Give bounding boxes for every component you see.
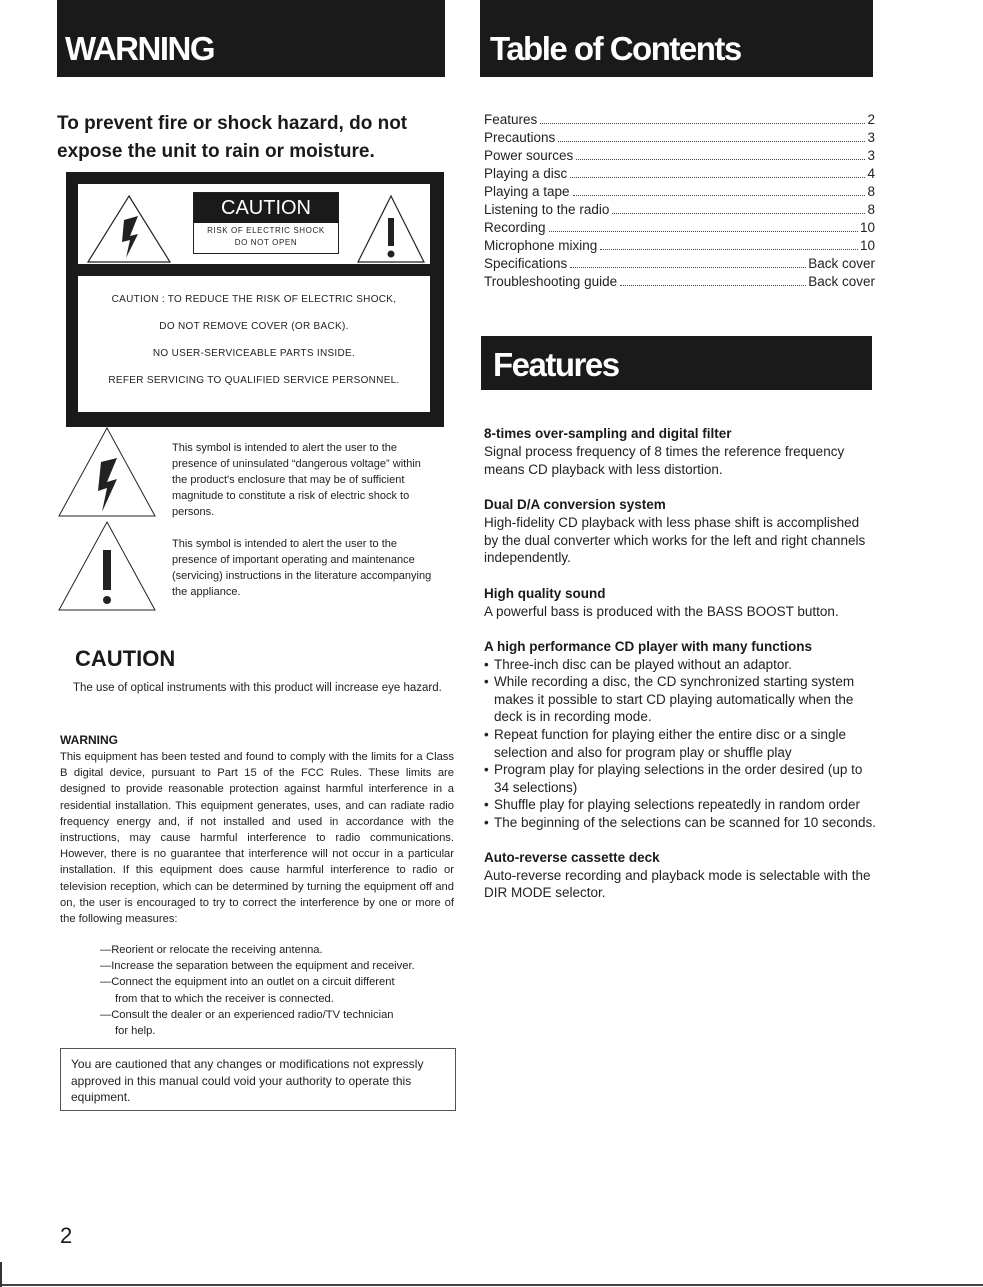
- exclamation-triangle-icon: [57, 520, 157, 612]
- toc-row[interactable]: [484, 111, 875, 129]
- toc-row[interactable]: [484, 183, 875, 201]
- toc-row[interactable]: [484, 255, 875, 273]
- toc-label: Features: [484, 112, 538, 127]
- caution-line-1: CAUTION : TO REDUCE THE RISK OF ELECTRIC SHOCK,: [111, 294, 397, 305]
- fcc-warning-title: WARNING: [60, 733, 118, 747]
- toc-label: Playing a disc: [484, 166, 568, 181]
- feature-title: 8-times over-sampling and digital filter: [484, 426, 732, 441]
- hazard-line-2: expose the unit to rain or moisture.: [57, 141, 375, 162]
- caution-label-box: [66, 172, 444, 427]
- symbol-lightning-description: This symbol is intended to alert the user to the presence of uninsulated “dangerous voltage” within the product's enclosure that may be of sufficient magnitude to constitute a risk of electric shock to persons.: [172, 442, 421, 518]
- caution-text-panel: [78, 276, 430, 412]
- feature-bullet: • While recording a disc, the CD synchronized starting system makes it possible to start CD playing automatically when the deck is in recording mode.: [484, 673, 876, 726]
- feature-bullet: • Repeat function for playing either the entire disc or a single selection and also for program play or shuffle play: [484, 726, 876, 761]
- caution-label-sub-1: RISK OF ELECTRIC SHOCK: [194, 225, 338, 237]
- toc-label: Recording: [484, 220, 546, 235]
- toc-page: 3: [867, 130, 875, 145]
- measure-item: from that to which the receiver is connected.: [115, 992, 334, 1005]
- toc-page: 10: [859, 220, 875, 235]
- table-of-contents: [484, 111, 875, 291]
- toc-page: 3: [867, 148, 875, 163]
- feature-text: Signal process frequency of 8 times the reference frequency means CD playback with less distortion.: [484, 444, 845, 477]
- caution-label-title: CAUTION: [194, 193, 338, 223]
- feature-bullet: • Shuffle play for playing selections repeatedly in random order: [484, 796, 876, 814]
- toc-label: Power sources: [484, 148, 574, 163]
- toc-leader: [570, 267, 806, 268]
- toc-leader: [540, 123, 865, 124]
- lightning-triangle-icon: [86, 194, 172, 264]
- toc-leader: [612, 213, 865, 214]
- page-left-edge-mark: [0, 1262, 2, 1287]
- toc-row[interactable]: [484, 219, 875, 237]
- measure-item: —Consult the dealer or an experienced radio/TV technician: [100, 1008, 394, 1021]
- measure-item: —Reorient or relocate the receiving antenna.: [100, 944, 323, 956]
- feature-text: A powerful bass is produced with the BASS BOOST button.: [484, 603, 839, 619]
- toc-leader: [570, 177, 865, 178]
- toc-row[interactable]: [484, 201, 875, 219]
- toc-page: 10: [859, 238, 875, 253]
- feature-text: High-fidelity CD playback with less phase shift is accomplished by the dual converter which works for the left and right channels independently.: [484, 515, 866, 566]
- fcc-warning-body: This equipment has been tested and found to comply with the limits for a Class B digital device, pursuant to Part 15 of the FCC Rules. These limits are designed to provide reasonable protection against harmful interference in a residential installation. This equipment generates, uses, and can radiate radio frequency energy and, if not installed and used in accordance with the instructions, may cause harmful interference to radio communications. However, there is no guarantee that interference will not occur in a particular installation. If this equipment does cause harmful interference to radio or television reception, which can be determined by turning the equipment off and on, the user is encouraged to try to correct the interference by one or more of the following measures:: [60, 751, 454, 926]
- features-section: [484, 425, 876, 902]
- feature-title: Auto-reverse cassette deck: [484, 849, 660, 865]
- caution-optical-title: CAUTION: [75, 646, 176, 671]
- measure-item: for help.: [115, 1025, 156, 1038]
- toc-label: Specifications: [484, 256, 568, 271]
- toc-label: Listening to the radio: [484, 202, 610, 217]
- hazard-line-1: To prevent fire or shock hazard, do not: [57, 113, 408, 134]
- feature-title: Dual D/A conversion system: [484, 497, 666, 513]
- toc-label: Microphone mixing: [484, 238, 598, 253]
- modification-notice-box: [60, 1048, 456, 1111]
- hazard-warning: [57, 110, 457, 166]
- toc-label: Precautions: [484, 130, 556, 145]
- toc-leader: [573, 195, 866, 196]
- caution-label-header: [78, 184, 430, 264]
- symbol-exclamation-description: This symbol is intended to alert the user to the presence of important operating and maintenance (servicing) instructions in the literature accompanying the appliance.: [172, 538, 432, 598]
- page-bottom-edge: [0, 1284, 983, 1286]
- fcc-measures-list: [60, 942, 454, 1039]
- features-banner: Features: [481, 336, 872, 390]
- page-number: 2: [60, 1223, 73, 1248]
- toc-page: 8: [867, 202, 875, 217]
- feature-bullet: • Program play for playing selections in the order desired (up to 34 selections): [484, 761, 876, 796]
- toc-leader: [558, 141, 865, 142]
- caution-label-plate: [193, 192, 339, 254]
- feature-bullet: • Three-inch disc can be played without an adaptor.: [484, 656, 876, 674]
- feature-title: High quality sound: [484, 585, 606, 601]
- toc-leader: [620, 285, 806, 286]
- measure-item: —Connect the equipment into an outlet on a circuit different: [100, 976, 395, 989]
- exclamation-triangle-icon: [356, 194, 426, 264]
- feature-bullet: • The beginning of the selections can be scanned for 10 seconds.: [484, 814, 876, 832]
- caution-label-sub-2: DO NOT OPEN: [194, 237, 338, 249]
- toc-page: Back cover: [808, 274, 875, 289]
- toc-row[interactable]: [484, 237, 875, 255]
- lightning-triangle-icon: [57, 426, 157, 518]
- toc-page: 4: [867, 166, 875, 181]
- toc-label: Troubleshooting guide: [484, 274, 618, 289]
- toc-leader: [549, 231, 858, 232]
- toc-page: 2: [867, 112, 875, 127]
- measure-item: —Increase the separation between the equipment and receiver.: [100, 960, 415, 973]
- toc-banner: Table of Contents: [480, 0, 873, 77]
- toc-leader: [600, 249, 858, 250]
- toc-leader: [576, 159, 865, 160]
- caution-line-4: REFER SERVICING TO QUALIFIED SERVICE PERSONNEL.: [108, 375, 400, 386]
- feature-text: Auto-reverse recording and playback mode is selectable with the DIR MODE selector.: [484, 867, 871, 901]
- caution-optical-text: The use of optical instruments with this product will increase eye hazard.: [73, 682, 442, 694]
- feature-title: A high performance CD player with many functions: [484, 638, 813, 654]
- warning-banner: WARNING: [57, 0, 445, 77]
- toc-row[interactable]: [484, 273, 875, 291]
- caution-line-3: NO USER-SERVICEABLE PARTS INSIDE.: [152, 348, 356, 359]
- toc-label: Playing a tape: [484, 184, 570, 199]
- caution-line-2: DO NOT REMOVE COVER (OR BACK).: [159, 321, 349, 332]
- modification-notice-text: You are cautioned that any changes or modifications not expressly approved in this manual could void your authority to operate this equipment.: [71, 1057, 424, 1104]
- toc-row[interactable]: [484, 129, 875, 147]
- toc-page: 8: [867, 184, 875, 199]
- toc-page: Back cover: [808, 256, 875, 271]
- toc-row[interactable]: [484, 165, 875, 183]
- toc-row[interactable]: [484, 147, 875, 165]
